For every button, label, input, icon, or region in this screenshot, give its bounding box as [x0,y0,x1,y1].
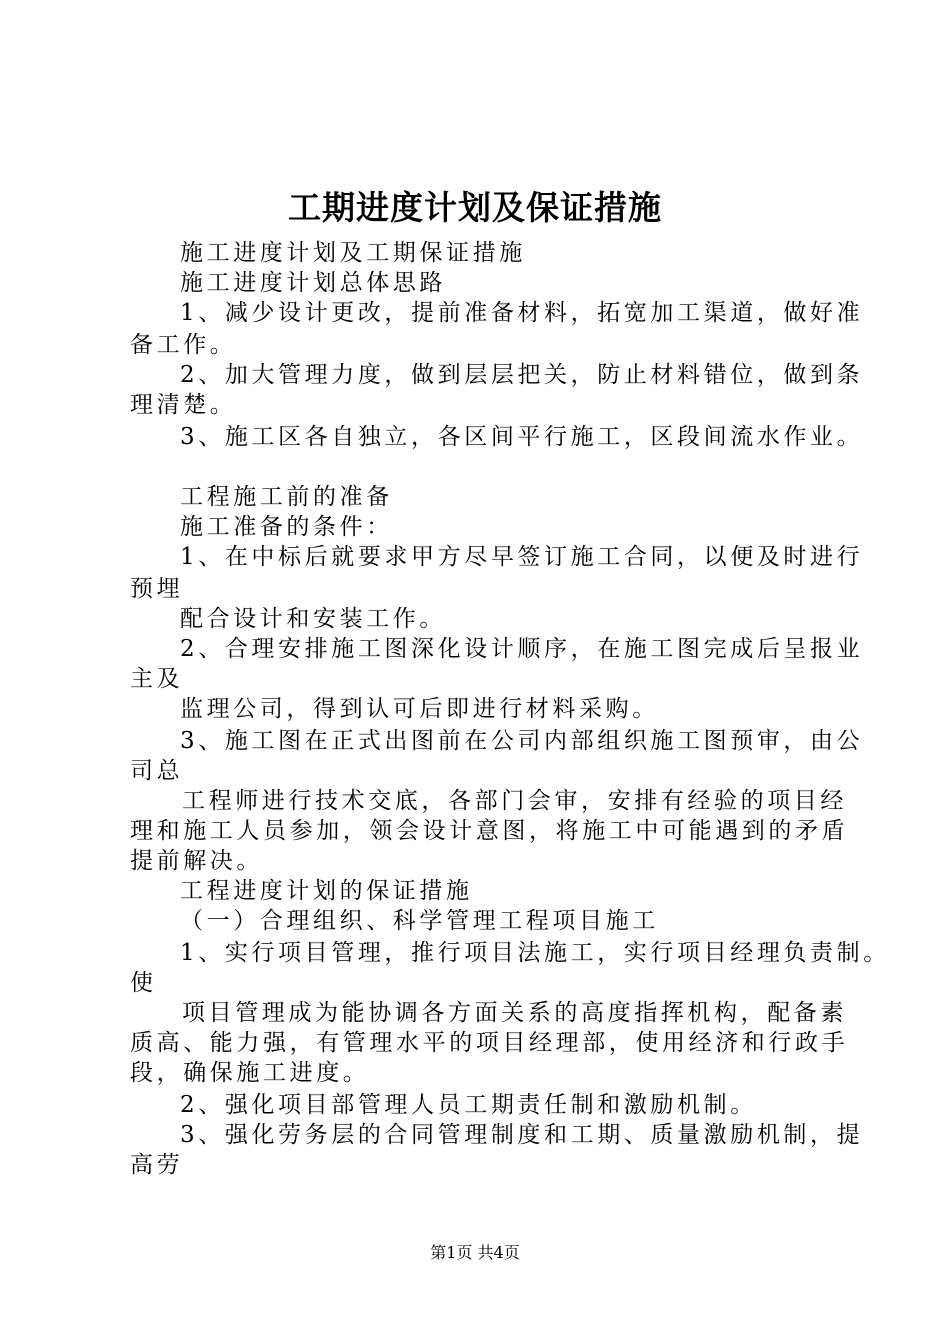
text-line: 预埋 [130,576,184,602]
text-line: 主及 [130,666,184,692]
text-line: 3、施工区各自独立，各区间平行施工，区段间流水作业。 [180,424,864,450]
text-line: （一）合理组织、科学管理工程项目施工 [180,908,659,934]
text-line: 质高、能力强，有管理水平的项目经理部，使用经济和行政手 [130,1030,849,1056]
text-line: 理清楚。 [130,392,237,418]
text-line: 段，确保施工进度。 [130,1060,370,1086]
text-line: 使 [130,970,157,996]
text-line: 施工进度计划及工期保证措施 [180,240,526,266]
text-line: 3、施工图在正式出图前在公司内部组织施工图预审，由公 [180,728,864,754]
text-line: 施工进度计划总体思路 [180,270,446,296]
text-line: 高劳 [130,1152,184,1178]
text-line: 工程师进行技术交底，各部门会审，安排有经验的项目经 [182,788,847,814]
text-line: 工程施工前的准备 [180,484,393,510]
document-title: 工期进度计划及保证措施 [288,188,662,227]
text-line: 提前解决。 [130,848,263,874]
text-line: 2、加大管理力度，做到层层把关，防止材料错位，做到条 [180,362,864,388]
text-line: 工程进度计划的保证措施 [180,878,473,904]
text-line: 监理公司，得到认可后即进行材料采购。 [180,696,659,722]
text-line: 1、实行项目管理，推行项目法施工，实行项目经理负责制。 [180,940,890,966]
text-line: 司总 [130,758,184,784]
text-line: 1、在中标后就要求甲方尽早签订施工合同，以便及时进行 [180,544,864,570]
text-line: 配合设计和安装工作。 [180,606,446,632]
text-line: 理和施工人员参加，领会设计意图，将施工中可能遇到的矛盾 [130,818,849,844]
text-line: 备工作。 [130,332,237,358]
text-line: 1、减少设计更改，提前准备材料，拓宽加工渠道，做好准 [180,300,864,326]
page-footer: 第1页 共4页 [430,1243,520,1262]
text-line: 施工准备的条件： [180,514,393,540]
text-line: 2、合理安排施工图深化设计顺序，在施工图完成后呈报业 [180,636,864,662]
text-line: 项目管理成为能协调各方面关系的高度指挥机构，配备素 [182,1000,847,1026]
text-line: 3、强化劳务层的合同管理制度和工期、质量激励机制，提 [180,1122,864,1148]
text-line: 2、强化项目部管理人员工期责任制和激励机制。 [180,1092,757,1118]
